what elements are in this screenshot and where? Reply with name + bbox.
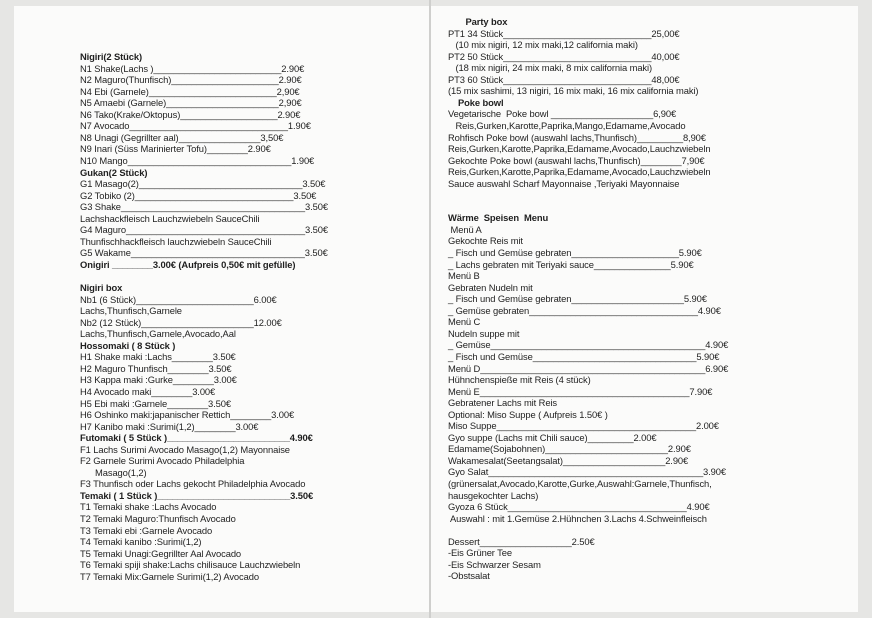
menu-line: (18 mix nigiri, 24 mix maki, 8 mix california maki): [448, 62, 653, 74]
menu-line: H1 Shake maki :Lachs________3.50€: [80, 351, 236, 363]
menu-line: -Eis Grüner Tee: [448, 547, 512, 559]
menu-section-heading: Futomaki ( 5 Stück )________________________4.90€: [80, 432, 313, 444]
menu-section-heading: Temaki ( 1 Stück )__________________________3.50€: [80, 489, 314, 501]
menu-line: G2 Tobiko (2)_______________________________3.50€: [80, 189, 317, 201]
menu-line: Lachs,Thunfisch,Garnele: [80, 305, 182, 317]
menu-line: Gebraten Nudeln mit: [448, 281, 533, 293]
menu-line: Edamame(Sojabohnen)________________________2.90€: [448, 443, 691, 455]
menu-line: _ Gemüse gebraten_________________________________4.90€: [448, 304, 721, 316]
menu-line: Gekochte Poke bowl (auswahl lachs,Thunfisch)________7,90€: [448, 154, 705, 166]
menu-line: G3 Shake____________________________________3.50€: [80, 201, 328, 213]
menu-line: N8 Unagi (Gegrillter aal)________________3,50€: [80, 131, 284, 143]
menu-line: N9 Inari (Süss Marinierter Tofu)________2.90€: [80, 143, 271, 155]
menu-line: _ Gemüse__________________________________________4.90€: [448, 339, 729, 351]
menu-line: G5 Wakame__________________________________3.50€: [80, 247, 328, 259]
menu-line: PT1 34 Stück_____________________________25,00€: [448, 27, 680, 39]
menu-line: PT3 60 Stück_____________________________48,00€: [448, 73, 680, 85]
menu-line: Rohfisch Poke bowl (auswahl lachs,Thunfisch)_________8,90€: [448, 131, 706, 143]
menu-line: H4 Avocado maki________3.00€: [80, 385, 216, 397]
menu-line: -Eis Schwarzer Sesam: [448, 558, 541, 570]
menu-line: Miso Suppe_______________________________________2.00€: [448, 420, 719, 432]
menu-line: H6 Oshinko maki:japanischer Rettich________3.00€: [80, 409, 295, 421]
menu-section-heading: Nigiri box: [80, 282, 123, 293]
menu-line: N6 Tako(Krake/Oktopus)___________________2.90€: [80, 108, 301, 120]
menu-line: _ Fisch und Gemüse________________________________5.90€: [448, 350, 720, 362]
menu-line: N1 Shake(Lachs )_________________________2.90€: [80, 62, 305, 74]
menu-section-heading: Party box: [448, 16, 508, 27]
menu-line: Menü A: [448, 223, 482, 235]
menu-line: Sauce auswahl Scharf Mayonnaise ,Teriyaki Mayonnaise: [448, 177, 680, 189]
menu-line: _ Fisch und Gemüse gebraten______________________5.90€: [448, 293, 707, 305]
menu-line: N10 Mango________________________________1.90€: [80, 154, 315, 166]
menu-line: F1 Lachs Surimi Avocado Masago(1,2) Mayonnaise: [80, 443, 290, 455]
menu-line: H5 Ebi maki :Garnele________3.50€: [80, 397, 231, 409]
menu-line: Menü D____________________________________________6.90€: [448, 362, 729, 374]
menu-line: -Obstsalat: [448, 570, 490, 582]
menu-line: Lachshackfleisch Lauchzwiebeln SauceChili: [80, 212, 260, 224]
menu-line: Masago(1,2): [80, 466, 147, 478]
menu-line: F2 Garnele Surimi Avocado Philadelphia: [80, 455, 245, 467]
menu-line: Nb2 (12 Stück)______________________12.00€: [80, 316, 282, 328]
menu-line: H7 Kanibo maki :Surimi(1,2)________3.00€: [80, 420, 259, 432]
menu-line: Gyo Salat__________________________________________3.90€: [448, 466, 727, 478]
menu-line: Optional: Miso Suppe ( Aufpreis 1.50€ ): [448, 408, 608, 420]
menu-left-page: [14, 6, 429, 612]
menu-right-page: [431, 6, 858, 612]
menu-section-heading: Hossomaki ( 8 Stück ): [80, 339, 176, 351]
menu-line: Reis,Gurken,Karotte,Paprika,Mango,Edamame,Avocado: [448, 119, 686, 131]
menu-line: Hühnchenspieße mit Reis (4 stück): [448, 374, 591, 386]
menu-line: F3 Thunfisch oder Lachs gekocht Philadelphia Avocado: [80, 478, 306, 490]
menu-line: Nudeln suppe mit: [448, 327, 520, 339]
menu-line: Reis,Gurken,Karotte,Paprika,Edamame,Avocado,Lauchzwiebeln: [448, 166, 711, 178]
menu-line: _ Lachs gebraten mit Teriyaki sauce_______________5.90€: [448, 258, 694, 270]
menu-line: Gyoza 6 Stück___________________________________4.90€: [448, 501, 710, 513]
menu-line: Vegetarische Poke bowl ____________________6,90€: [448, 108, 677, 120]
menu-line: Auswahl : mit 1.Gemüse 2.Hühnchen 3.Lachs 4.Schweinfleisch: [448, 512, 707, 524]
menu-line: G4 Maguro___________________________________3.50€: [80, 224, 328, 236]
menu-section-heading: Wärme Speisen Menu: [448, 212, 549, 224]
menu-section-heading: Onigiri ________3.00€ (Aufpreis 0,50€ mit gefülle): [80, 258, 296, 270]
menu-line: N4 Ebi (Garnele)_________________________2,90€: [80, 85, 300, 97]
menu-line: Menü C: [448, 316, 481, 328]
menu-line: T2 Temaki Maguro:Thunfisch Avocado: [80, 513, 236, 524]
menu-line: (10 mix nigiri, 12 mix maki,12 california maki): [448, 39, 638, 51]
menu-line: N2 Maguro(Thunfisch)_____________________2.90€: [80, 74, 302, 86]
menu-line: Wakamesalat(Seetangsalat)____________________2.90€: [448, 454, 689, 466]
menu-line: Thunfischhackfleisch lauchzwiebeln SauceChili: [80, 235, 272, 247]
menu-line: Dessert__________________2.50€: [448, 535, 595, 547]
menu-line: T5 Temaki Unagi:Gegrillter Aal Avocado: [80, 547, 242, 559]
menu-line: Gyo suppe (Lachs mit Chili sauce)_________2.00€: [448, 431, 657, 443]
menu-line: N7 Avocado_______________________________1.90€: [80, 120, 311, 132]
menu-line: T6 Temaki spiji shake:Lachs chilisauce Lauchzwiebeln: [80, 559, 301, 571]
menu-line: H3 Kappa maki :Gurke________3.00€: [80, 374, 237, 386]
menu-line: (15 mix sashimi, 13 nigiri, 16 mix maki, 16 mix california maki): [448, 85, 699, 97]
menu-line: Menü B: [448, 270, 480, 282]
menu-line: T1 Temaki shake :Lachs Avocado: [80, 501, 217, 513]
menu-line: T7 Temaki Mix:Garnele Surimi(1,2) Avocado: [80, 570, 259, 582]
menu-line: Gekochte Reis mit: [448, 235, 523, 247]
menu-line: H2 Maguro Thunfisch________3.50€: [80, 362, 232, 374]
menu-section-heading: Nigiri(2 Stück): [80, 51, 143, 62]
menu-line: Menü E_________________________________________7.90€: [448, 385, 713, 397]
menu-line: (grünersalat,Avocado,Karotte,Gurke,Auswahl:Garnele,Thunfisch,: [448, 478, 712, 489]
menu-section-heading: Gukan(2 Stück): [80, 166, 148, 178]
menu-line: T3 Temaki ebi :Garnele Avocado: [80, 524, 213, 536]
menu-line: N5 Amaebi (Garnele)______________________2,90€: [80, 97, 302, 109]
menu-line: Lachs,Thunfisch,Garnele,Avocado,Aal: [80, 328, 236, 340]
menu-line: G1 Masago(2)________________________________3.50€: [80, 178, 326, 190]
menu-line: T4 Temaki kanibo :Surimi(1,2): [80, 536, 202, 548]
menu-line: _ Fisch und Gemüse gebraten_____________________5.90€: [448, 247, 702, 258]
menu-line: Gebratener Lachs mit Reis: [448, 397, 558, 409]
menu-line: PT2 50 Stück_____________________________40,00€: [448, 50, 680, 62]
menu-line: Reis,Gurken,Karotte,Paprika,Edamame,Avocado,Lauchzwiebeln: [448, 143, 711, 155]
menu-line: Nb1 (6 Stück)_______________________6.00€: [80, 293, 277, 305]
menu-line: hausgekochter Lachs): [448, 489, 539, 501]
menu-section-heading: Poke bowl: [448, 96, 504, 108]
